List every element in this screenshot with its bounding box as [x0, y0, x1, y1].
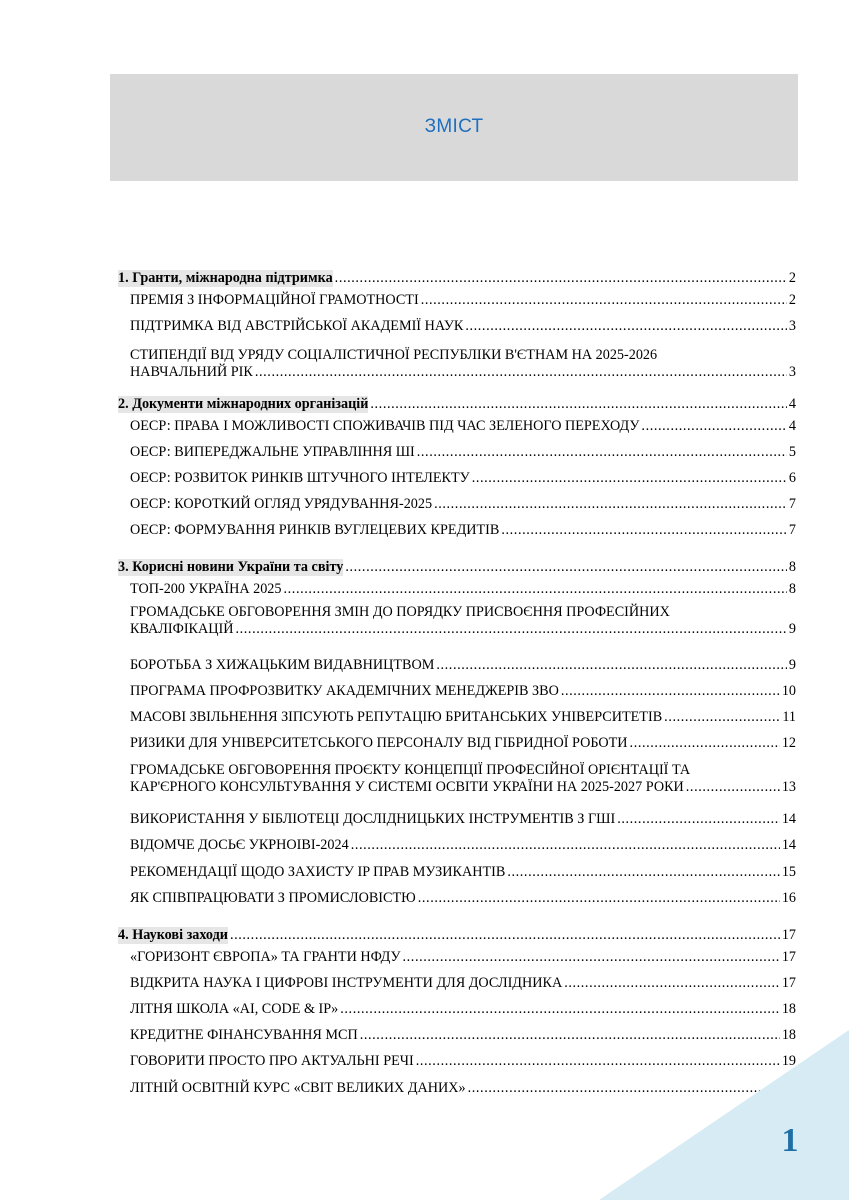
toc-page-number: 9 [788, 657, 796, 673]
toc-entry[interactable] [118, 709, 796, 726]
toc-entry-text: ВИКОРИСТАННЯ У БІБЛІОТЕЦІ ДОСЛІДНИЦЬКИХ ІНСТРУМЕНТІВ З ГШІ [130, 811, 616, 827]
toc-entry[interactable] [118, 735, 796, 752]
toc-entry-text: ВІДКРИТА НАУКА І ЦИФРОВІ ІНСТРУМЕНТИ ДЛЯ ДОСЛІДНИКА [130, 975, 563, 991]
toc-entry[interactable] [118, 683, 796, 700]
toc-entry[interactable] [118, 864, 796, 881]
toc-dot-leader [641, 418, 786, 435]
toc-entry-text: ПРОГРАМА ПРОФРОЗВИТКУ АКАДЕМІЧНИХ МЕНЕДЖЕРІВ ЗВО [130, 683, 559, 699]
toc-entry[interactable] [118, 522, 796, 539]
page-title: ЗМІСТ [424, 116, 484, 137]
toc-page-number: 14 [781, 837, 796, 853]
toc-dot-leader [564, 975, 780, 992]
toc-page-number: 17 [781, 927, 796, 943]
toc-dot-leader [507, 864, 779, 881]
toc-dot-leader [284, 581, 787, 598]
toc-page-number: 12 [781, 735, 796, 751]
toc-entry[interactable] [118, 1001, 796, 1018]
toc-entry[interactable] [118, 762, 796, 796]
toc-entry[interactable] [118, 604, 796, 638]
toc-page-number: 15 [781, 864, 796, 880]
toc-dot-leader [617, 811, 780, 828]
toc-dot-leader [403, 949, 780, 966]
toc-dot-leader [664, 709, 780, 726]
toc-entry[interactable] [118, 975, 796, 992]
toc-section-entry[interactable] [118, 396, 796, 413]
page-number: 1 [781, 1122, 799, 1159]
toc-header-box [110, 74, 798, 181]
toc-entry[interactable] [118, 292, 796, 309]
toc-dot-leader [465, 318, 787, 335]
toc-dot-leader [418, 890, 780, 907]
toc-section-entry[interactable] [118, 270, 796, 287]
toc-entry-text: ПІДТРИМКА ВІД АВСТРІЙСЬКОЇ АКАДЕМІЇ НАУК [130, 318, 464, 334]
toc-dot-leader [335, 270, 787, 287]
toc-entry[interactable] [118, 811, 796, 828]
toc-entry[interactable] [118, 890, 796, 907]
toc-entry-text: 3. Корисні новини України та світу [118, 559, 344, 575]
toc-entry-text: ОЕСР: ВИПЕРЕДЖАЛЬНЕ УПРАВЛІННЯ ШІ [130, 444, 415, 460]
toc-entry-text: ОЕСР: ФОРМУВАННЯ РИНКІВ ВУГЛЕЦЕВИХ КРЕДИТІВ [130, 522, 500, 538]
toc-entry-text: 2. Документи міжнародних організацій [118, 396, 369, 412]
toc-entry-text: НАВЧАЛЬНИЙ РІК [130, 364, 253, 380]
toc-entry-text: РЕКОМЕНДАЦІЇ ЩОДО ЗАХИСТУ IP ПРАВ МУЗИКАНТІВ [130, 864, 506, 880]
toc-entry[interactable] [118, 318, 796, 335]
toc-page-number: 7 [788, 496, 796, 512]
toc-page-number: 17 [781, 975, 796, 991]
toc-page-number: 2 [788, 292, 796, 308]
toc-dot-leader [345, 559, 787, 576]
toc-section-entry[interactable] [118, 559, 796, 576]
toc-entry-text-line1: ГРОМАДСЬКЕ ОБГОВОРЕННЯ ПРОЄКТУ КОНЦЕПЦІЇ ПРОФЕСІЙНОЇ ОРІЄНТАЦІЇ ТА [130, 762, 691, 778]
toc-entry-text: ПРЕМІЯ З ІНФОРМАЦІЙНОЇ ГРАМОТНОСТІ [130, 292, 419, 308]
toc-entry-text: ЛІТНІЙ ОСВІТНІЙ КУРС «СВІТ ВЕЛИКИХ ДАНИХ» [130, 1080, 466, 1096]
toc-page-number: 2 [788, 270, 796, 286]
toc-dot-leader [434, 496, 787, 513]
toc-entry-text: БОРОТЬБА З ХИЖАЦЬКИМ ВИДАВНИЦТВОМ [130, 657, 435, 673]
toc-entry[interactable] [118, 470, 796, 487]
toc-page-number: 13 [781, 779, 796, 795]
toc-dot-leader [230, 927, 780, 944]
toc-dot-leader [561, 683, 780, 700]
toc-dot-leader [351, 837, 780, 854]
toc-entry-text: МАСОВІ ЗВІЛЬНЕННЯ ЗІПСУЮТЬ РЕПУТАЦІЮ БРИТАНСЬКИХ УНІВЕРСИТЕТІВ [130, 709, 663, 725]
toc-entry-text: 1. Гранти, міжнародна підтримка [118, 270, 333, 286]
toc-entry-text: КАР'ЄРНОГО КОНСУЛЬТУВАННЯ У СИСТЕМІ ОСВІТИ УКРАЇНИ НА 2025-2027 РОКИ [130, 779, 684, 795]
toc-entry[interactable] [118, 949, 796, 966]
toc-dot-leader [472, 470, 787, 487]
toc-page-number: 3 [788, 364, 796, 380]
toc-page-number: 4 [788, 396, 796, 412]
toc-entry-text: ТОП-200 УКРАЇНА 2025 [130, 581, 282, 597]
toc-section-entry[interactable] [118, 927, 796, 944]
toc-entry-text: ОЕСР: ПРАВА І МОЖЛИВОСТІ СПОЖИВАЧІВ ПІД ЧАС ЗЕЛЕНОГО ПЕРЕХОДУ [130, 418, 640, 434]
toc-dot-leader [340, 1001, 780, 1018]
toc-entry[interactable] [118, 496, 796, 513]
toc-entry-text: ЛІТНЯ ШКОЛА «AI, CODE & IP» [130, 1001, 339, 1017]
toc-page-number: 11 [782, 709, 796, 725]
toc-dot-leader [417, 444, 787, 461]
toc-page-number: 5 [788, 444, 796, 460]
toc-entry-text-line1: СТИПЕНДІЇ ВІД УРЯДУ СОЦІАЛІСТИЧНОЇ РЕСПУБЛІКИ В'ЄТНАМ НА 2025-2026 [130, 347, 658, 363]
toc-entry-text: КРЕДИТНЕ ФІНАНСУВАННЯ МСП [130, 1027, 358, 1043]
toc-page-number: 8 [788, 581, 796, 597]
toc-entry-text: ГОВОРИТИ ПРОСТО ПРО АКТУАЛЬНІ РЕЧІ [130, 1053, 414, 1069]
toc-page-number: 9 [788, 621, 796, 637]
toc-page-number: 17 [781, 949, 796, 965]
toc-entry[interactable] [118, 418, 796, 435]
corner-triangle-decoration [599, 1030, 849, 1200]
toc-entry-text: ВІДОМЧЕ ДОСЬЄ УКРНОІВІ-2024 [130, 837, 349, 853]
toc-page-number: 16 [781, 890, 796, 906]
toc-dot-leader [501, 522, 787, 539]
toc-page-number: 10 [781, 683, 796, 699]
toc-entry[interactable] [118, 444, 796, 461]
toc-page-number: 18 [781, 1001, 796, 1017]
toc-entry-text: ЯК СПІВПРАЦЮВАТИ З ПРОМИСЛОВІСТЮ [130, 890, 416, 906]
toc-page-number: 14 [781, 811, 796, 827]
toc-dot-leader [421, 292, 787, 309]
toc-dot-leader [630, 735, 780, 752]
toc-entry[interactable] [118, 347, 796, 381]
toc-entry[interactable] [118, 581, 796, 598]
toc-entry[interactable] [118, 657, 796, 674]
toc-dot-leader [686, 779, 780, 796]
toc-page-number: 8 [788, 559, 796, 575]
toc-page-number: 6 [788, 470, 796, 486]
toc-dot-leader [235, 621, 786, 638]
toc-page-number: 4 [788, 418, 796, 434]
toc-entry-text: КВАЛІФІКАЦІЙ [130, 621, 234, 637]
toc-page-number: 7 [788, 522, 796, 538]
toc-entry[interactable] [118, 837, 796, 854]
toc-entry-text: ОЕСР: КОРОТКИЙ ОГЛЯД УРЯДУВАННЯ-2025 [130, 496, 433, 512]
toc-page-number: 19 [781, 1053, 796, 1069]
toc-entry-text-line1: ГРОМАДСЬКЕ ОБГОВОРЕННЯ ЗМІН ДО ПОРЯДКУ ПРИСВОЄННЯ ПРОФЕСІЙНИХ [130, 604, 670, 620]
toc-entry-text: ОЕСР: РОЗВИТОК РИНКІВ ШТУЧНОГО ІНТЕЛЕКТУ [130, 470, 470, 486]
toc-entry-text: «ГОРИЗОНТ ЄВРОПА» ТА ГРАНТИ НФДУ [130, 949, 401, 965]
toc-dot-leader [436, 657, 787, 674]
toc-entry-text: 4. Наукові заходи [118, 927, 228, 943]
toc-dot-leader [370, 396, 787, 413]
toc-entry-text: РИЗИКИ ДЛЯ УНІВЕРСИТЕТСЬКОГО ПЕРСОНАЛУ ВІД ГІБРИДНОЇ РОБОТИ [130, 735, 628, 751]
toc-dot-leader [255, 364, 787, 381]
toc-page-number: 18 [781, 1027, 796, 1043]
toc-page-number: 3 [788, 318, 796, 334]
